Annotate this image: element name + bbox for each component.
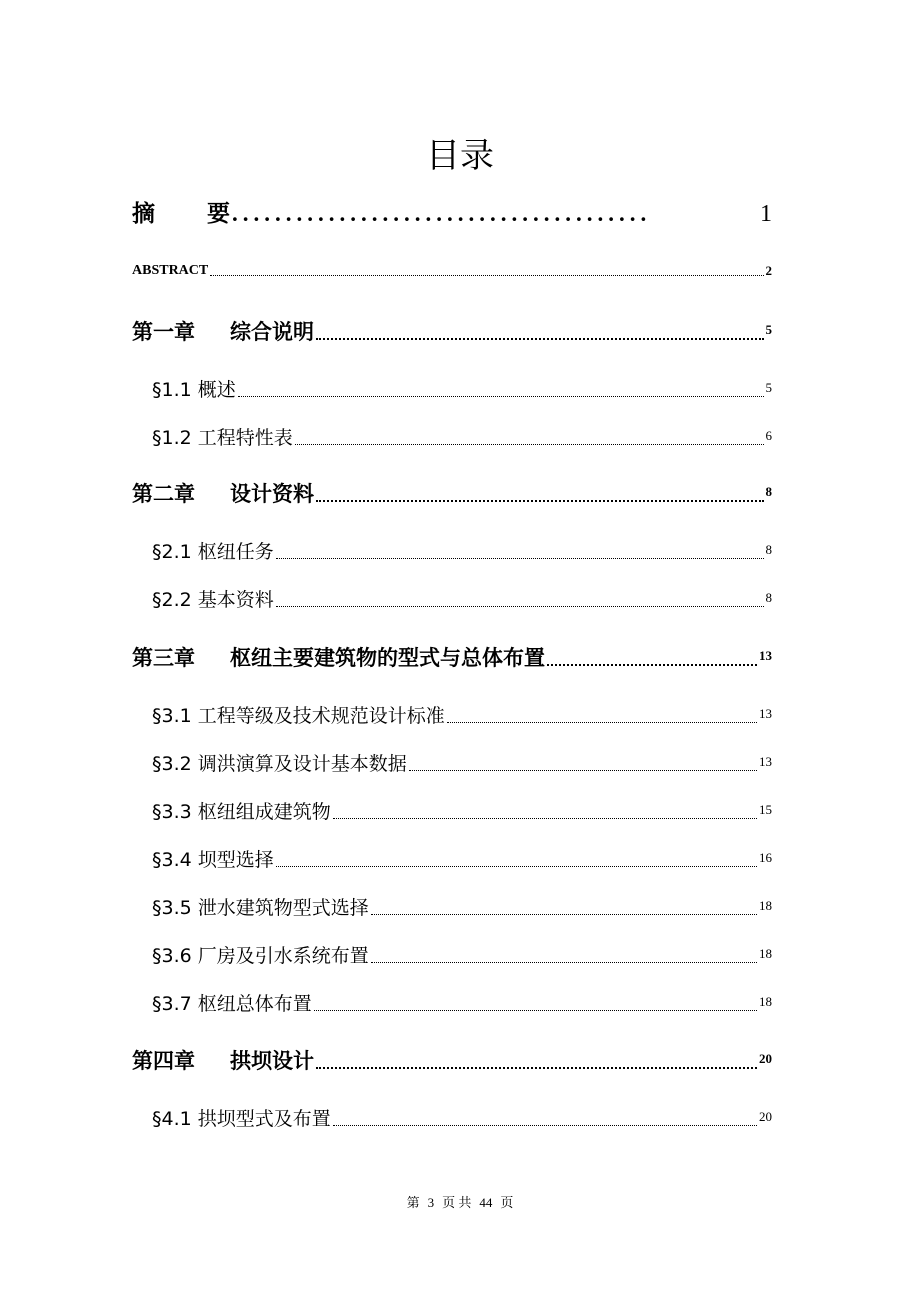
toc-page-number: 1 (760, 201, 772, 227)
footer-current-page: 3 (427, 1195, 435, 1210)
toc-entry-label: §2.1 枢纽任务 (152, 541, 274, 563)
toc-leader (316, 338, 764, 340)
toc-page-number: 5 (765, 322, 772, 337)
toc-section-3-5[interactable] (152, 891, 772, 923)
toc-entry-label: 第一章 综合说明 (132, 320, 314, 344)
toc-entry-label: 第二章 设计资料 (132, 482, 314, 506)
toc-entry-label: ABSTRACT (132, 263, 209, 278)
toc-entry-label: 摘 要 (132, 201, 230, 227)
toc-entry-label: §3.5 泄水建筑物型式选择 (152, 897, 369, 919)
toc-entry-label: 第四章 拱坝设计 (132, 1049, 314, 1073)
footer-total-pages: 44 (479, 1195, 493, 1210)
toc-page-number: 13 (759, 706, 772, 721)
page-footer (0, 1194, 920, 1212)
toc-leader (210, 275, 763, 276)
toc-leader (447, 722, 757, 723)
toc-leader (371, 914, 757, 915)
toc-page-number: 18 (759, 946, 772, 961)
toc-leader (295, 444, 764, 445)
toc-section-3-1[interactable] (152, 699, 772, 731)
toc-page-number: 13 (759, 648, 772, 663)
toc-leader (333, 1125, 757, 1126)
toc-section-2-1[interactable] (152, 535, 772, 567)
toc-chapter-4[interactable] (132, 1043, 772, 1077)
toc-entry-label: §3.7 枢纽总体布置 (152, 993, 312, 1015)
toc-leader (316, 500, 764, 502)
toc-leader (333, 818, 757, 819)
toc-chapter-2[interactable] (132, 476, 772, 510)
toc-section-4-1[interactable] (152, 1102, 772, 1134)
toc-section-1-1[interactable] (152, 373, 772, 405)
footer-mid: 页 共 (442, 1195, 472, 1210)
toc-leader: ....................................... (232, 201, 652, 226)
toc-section-3-4[interactable] (152, 843, 772, 875)
toc-page-number: 5 (765, 380, 772, 395)
toc-entry-label: 第三章 枢纽主要建筑物的型式与总体布置 (132, 646, 545, 670)
footer-prefix: 第 (406, 1195, 420, 1210)
toc-page-number: 8 (765, 484, 772, 499)
toc-page-number: 13 (759, 754, 772, 769)
toc-page-number: 18 (759, 898, 772, 913)
toc-leader (316, 1067, 757, 1069)
toc-page-number: 8 (765, 590, 772, 605)
toc-section-3-3[interactable] (152, 795, 772, 827)
toc-section-2-2[interactable] (152, 583, 772, 615)
toc-page-number: 20 (759, 1109, 772, 1124)
toc-section-1-2[interactable] (152, 421, 772, 453)
toc-entry-label: §2.2 基本资料 (152, 589, 274, 611)
toc-title: 目录 (426, 136, 494, 176)
toc-leader (547, 664, 757, 666)
toc-leader (276, 606, 764, 607)
toc-leader (371, 962, 757, 963)
toc-entry-abstract[interactable] (132, 260, 772, 282)
footer-suffix: 页 (500, 1195, 514, 1210)
toc-entry-label: §3.1 工程等级及技术规范设计标准 (152, 705, 445, 727)
toc-page-number: 18 (759, 994, 772, 1009)
toc-entry-label: §3.2 调洪演算及设计基本数据 (152, 753, 407, 775)
toc-chapter-1[interactable] (132, 314, 772, 348)
toc-entry-label: §3.6 厂房及引水系统布置 (152, 945, 369, 967)
toc-page-number: 8 (765, 542, 772, 557)
toc-chapter-3[interactable] (132, 640, 772, 674)
toc-entry-label: §3.4 坝型选择 (152, 849, 274, 871)
toc-page-number: 6 (765, 428, 772, 443)
toc-entry-label: §4.1 拱坝型式及布置 (152, 1108, 331, 1130)
toc-leader (314, 1010, 757, 1011)
toc-entry-label: §1.1 概述 (152, 379, 236, 401)
toc-section-3-6[interactable] (152, 939, 772, 971)
toc-entry-zhaiyao[interactable] (132, 196, 772, 232)
toc-section-3-7[interactable] (152, 987, 772, 1019)
toc-leader (409, 770, 757, 771)
toc-leader (276, 866, 757, 867)
toc-entry-label: §1.2 工程特性表 (152, 427, 293, 449)
toc-page-number: 20 (759, 1051, 772, 1066)
toc-leader (238, 396, 764, 397)
toc-page-number: 16 (759, 850, 772, 865)
toc-section-3-2[interactable] (152, 747, 772, 779)
toc-leader (276, 558, 764, 559)
toc-entry-label: §3.3 枢纽组成建筑物 (152, 801, 331, 823)
toc-page-number: 2 (765, 263, 772, 278)
toc-page-number: 15 (759, 802, 772, 817)
